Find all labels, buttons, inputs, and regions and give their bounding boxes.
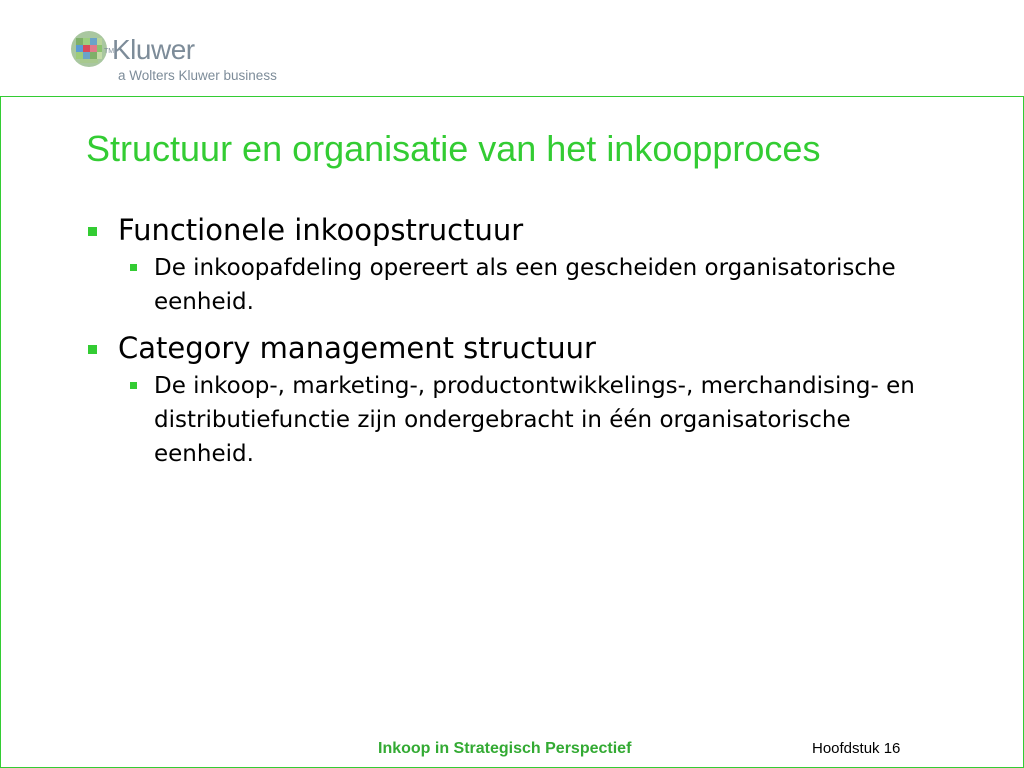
- slide-title: Structuur en organisatie van het inkoopproces: [86, 128, 821, 169]
- sub-bullet-item: [120, 252, 946, 320]
- bullet-item: [86, 212, 946, 248]
- bullet-list: [86, 212, 946, 471]
- square-bullet-icon: [88, 345, 97, 354]
- kluwer-mosaic-logo-icon: [70, 30, 108, 68]
- logo-wordmark: Kluwer: [112, 34, 195, 65]
- logo-tagline: a Wolters Kluwer business: [118, 68, 277, 83]
- sub-bullet-text: De inkoop-, marketing-, productontwikkelings-, merchandising- en distributiefunctie zijn ondergebracht in één organisatorische eenheid.: [154, 373, 915, 467]
- square-bullet-icon: [130, 264, 137, 271]
- square-bullet-icon: [130, 382, 137, 389]
- sub-bullet-item: [120, 370, 946, 471]
- square-bullet-icon: [88, 227, 97, 236]
- logo-trademark: TM: [104, 48, 115, 55]
- bullet-text: Category management structuur: [118, 330, 596, 365]
- bullet-item: [86, 330, 946, 366]
- bullet-text: Functionele inkoopstructuur: [118, 213, 524, 247]
- sub-bullet-text: De inkoopafdeling opereert als een gescheiden organisatorische eenheid.: [154, 255, 896, 316]
- kluwer-logo: [70, 30, 310, 86]
- footer-chapter: Hoofdstuk 16: [812, 740, 901, 757]
- footer-book-title: Inkoop in Strategisch Perspectief: [378, 740, 632, 757]
